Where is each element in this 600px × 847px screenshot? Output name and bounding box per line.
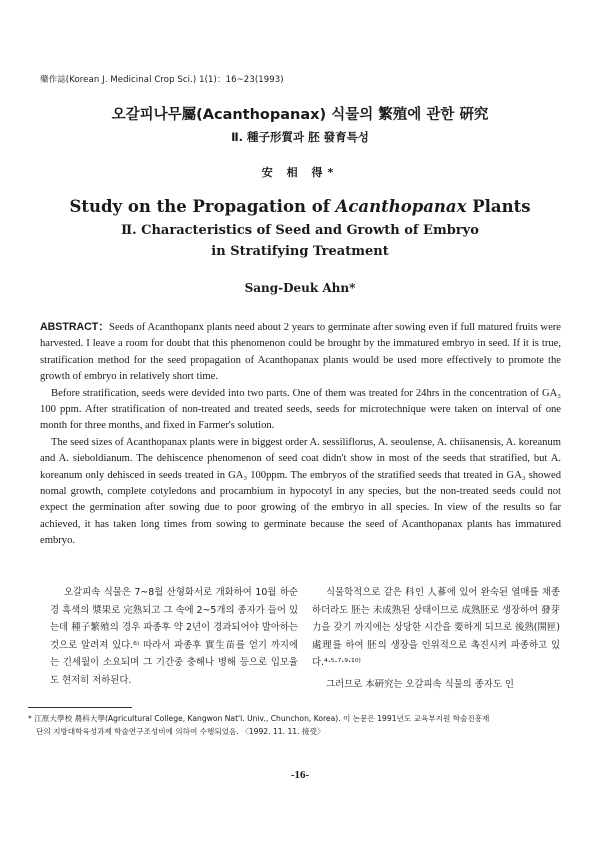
journal-citation: 藥作誌(Korean J. Medicinal Crop Sci.) 1(1)：16~23(1993) (40, 75, 284, 85)
abstract-paragraph-3: The seed sizes of Acanthopanax plants were in biggest order A. sessiliflorus, A. seoulense, A. chiisanensis, A. koreanum and A. sieboldianum. The dehiscence phenomenon of seed coat didn't show in most of the seeds that stratified, but A. koreanum only dehisced in seeds treated in GA₃ 100ppm. The embryos of the stratified seeds that treated in GA₃ showed nomal growth, complete cotyledons and procambium in hypocotyl in any species, but the non-treated seeds could not expect the germination after sowing due to poor growing of the embryo in all species. In view of the results so far achieved, it has taken long times from sowing to germinate because the seed of Acanthopanax plants has immatured embryo. (40, 436, 561, 547)
body-paragraph-right-1: 식물학적으로 같은 科인 人蔘에 있어 완숙된 열매를 채종하더라도 胚는 未成熟된 상태이므로 成熟胚로 생장하여 發芽力을 갖기 까지에는 상당한 시간을 要하게 되므로 後熟(開匣)處理를 하여 胚의 생장을 인위적으로 촉진시켜 파종하고 있다.⁴·⁵·⁷·⁹·¹⁰⁾ (312, 587, 560, 669)
page-number: -16- (290, 769, 310, 781)
abstract-text-1: Seeds of Acanthopanx plants need about 2 years to germinate after sowing even if full matured fruits were harvested. I leave a room for doubt that this phenomenon could be brought by the immatured embryo in seed. If it is true, stratification method for the seed propagation of Acanthopanax plants would be used more effectively to promote the growth of embryo in relatively short time. (40, 322, 561, 383)
body-column-right (312, 584, 560, 694)
footnote (28, 712, 568, 739)
footnote-line-2: 단의 지방대학육성과제 학술연구조성비에 의하여 수행되었음. 〈1992. 11. 11. 接受〉 (36, 727, 325, 737)
english-subtitle (0, 220, 600, 262)
body-paragraph-right-2: 그러므로 本硏究는 오갈피속 식물의 종자도 인 (326, 678, 514, 690)
english-author: Sang-Deuk Ahn* (244, 281, 356, 295)
body-column-left (50, 584, 298, 690)
abstract-label: ABSTRACT： (40, 321, 110, 333)
english-subtitle-line2: in Stratifying Treatment (211, 244, 389, 259)
abstract (40, 319, 561, 550)
english-title-prefix: Study on the Propagation of (69, 197, 336, 216)
english-subtitle-line1: Ⅱ. Characteristics of Seed and Growth of Embryo (121, 223, 479, 238)
english-title-genus: Acanthopanax (335, 197, 467, 216)
korean-subtitle: Ⅱ. 種子形質과 胚 發育특성 (231, 130, 369, 144)
korean-author: 安 相 得* (261, 166, 339, 179)
korean-title: 오갈피나무屬(Acanthopanax) 식물의 繁殖에 관한 硏究 (111, 107, 489, 123)
abstract-paragraph-1 (40, 319, 561, 386)
footnote-divider (28, 707, 132, 708)
body-paragraph-left: 오갈피속 식물은 7~8월 산형화서로 개화하여 10월 하순경 흑색의 漿果로 完熟되고 그 속에 2~5개의 종자가 들어 있는데 種子繁殖의 경우 파종후 약 2년이 경과되어야 발아하는 것으로 알려져 있다.⁶⁾ 따라서 파종후 實生苗를 얻기 까지에는 긴세월이 소요되며 그 기간중 충해나 병해 등으로 입모율도 현저히 저하된다. (50, 587, 298, 686)
english-title (0, 196, 600, 217)
english-title-suffix: Plants (466, 197, 531, 216)
abstract-paragraph-2: Before stratification, seeds were devided into two parts. One of them was treated for 24hrs in the concentration of GA₃ 100 ppm. After stratification of non-treated and treated seeds, seeds for microtechnique were taken on interval of one month for three months, and fixed in Farmer's solution. (40, 387, 561, 432)
footnote-line-1: * 江原大學校 農科大學(Agricultural College, Kangwon Nat'l. Univ., Chunchon, Korea). 이 논문은 1991년도 교육부지원 학술진흥재 (28, 714, 490, 723)
